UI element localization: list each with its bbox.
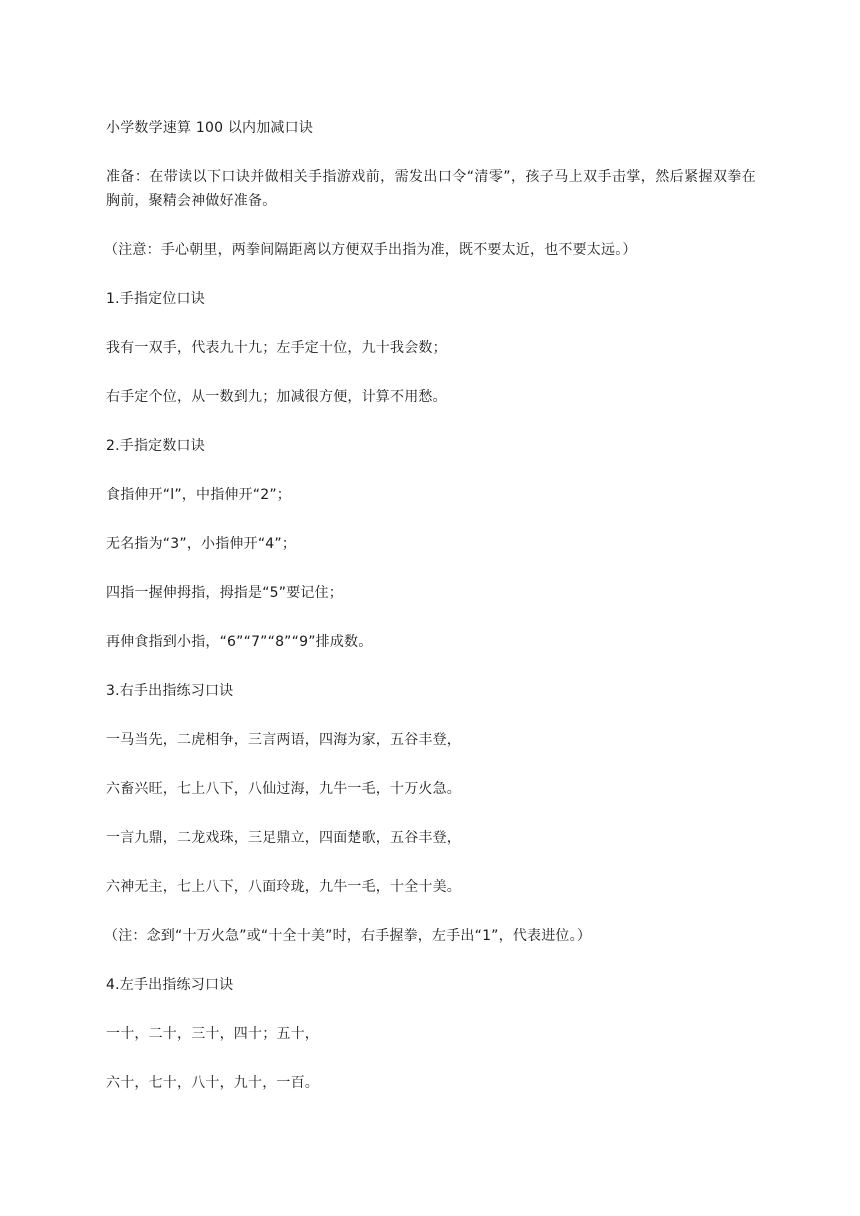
section-2-heading: 2.手指定数口诀 <box>106 438 205 454</box>
attention-note: （注意：手心朝里，两拳间隔距离以方便双手出指为准，既不要太近，也不要太远。） <box>104 242 637 258</box>
section-3-heading: 3.右手出指练习口诀 <box>106 683 234 699</box>
section-1-line: 我有一双手，代表九十九；左手定十位，九十我会数； <box>106 340 447 356</box>
section-3-line: 一言九鼎，二龙戏珠，三足鼎立，四面楚歌，五谷丰登， <box>106 830 461 846</box>
section-2-line: 食指伸开“l”，中指伸开“2”； <box>106 487 292 503</box>
section-4-heading: 4.左手出指练习口诀 <box>106 977 234 993</box>
section-3-note: （注：念到“十万火急”或“十全十美”时，右手握拳，左手出“1”，代表进位。） <box>104 928 592 944</box>
section-3-line: 六畜兴旺，七上八下，八仙过海，九牛一毛，十万火急。 <box>106 781 461 797</box>
section-2-line: 再伸食指到小指，“6”“7”“8”“9”排成数。 <box>106 634 373 650</box>
section-4-line: 一十，二十，三十，四十；五十， <box>106 1026 319 1042</box>
section-1-heading: 1.手指定位口诀 <box>106 291 205 307</box>
document-title: 小学数学速算 100 以内加减口诀 <box>106 120 314 136</box>
section-3-line: 一马当先，二虎相争，三言两语，四海为家，五谷丰登， <box>106 732 461 748</box>
section-1-line: 右手定个位，从一数到九；加减很方便，计算不用愁。 <box>106 389 447 405</box>
preparation-paragraph: 准备：在带读以下口诀并做相关手指游戏前，需发出口令“清零”，孩子马上双手击掌，然后紧握双拳在胸前，聚精会神做好准备。 <box>106 169 756 209</box>
section-3-line: 六神无主，七上八下，八面玲珑，九牛一毛，十全十美。 <box>106 879 461 895</box>
section-2-line: 四指一握伸拇指，拇指是“5”要记住； <box>106 585 344 601</box>
section-4-line: 六十，七十，八十，九十，一百。 <box>106 1075 319 1091</box>
section-2-line: 无名指为“3”，小指伸开“4”； <box>106 536 297 552</box>
document-body <box>106 116 756 1120</box>
